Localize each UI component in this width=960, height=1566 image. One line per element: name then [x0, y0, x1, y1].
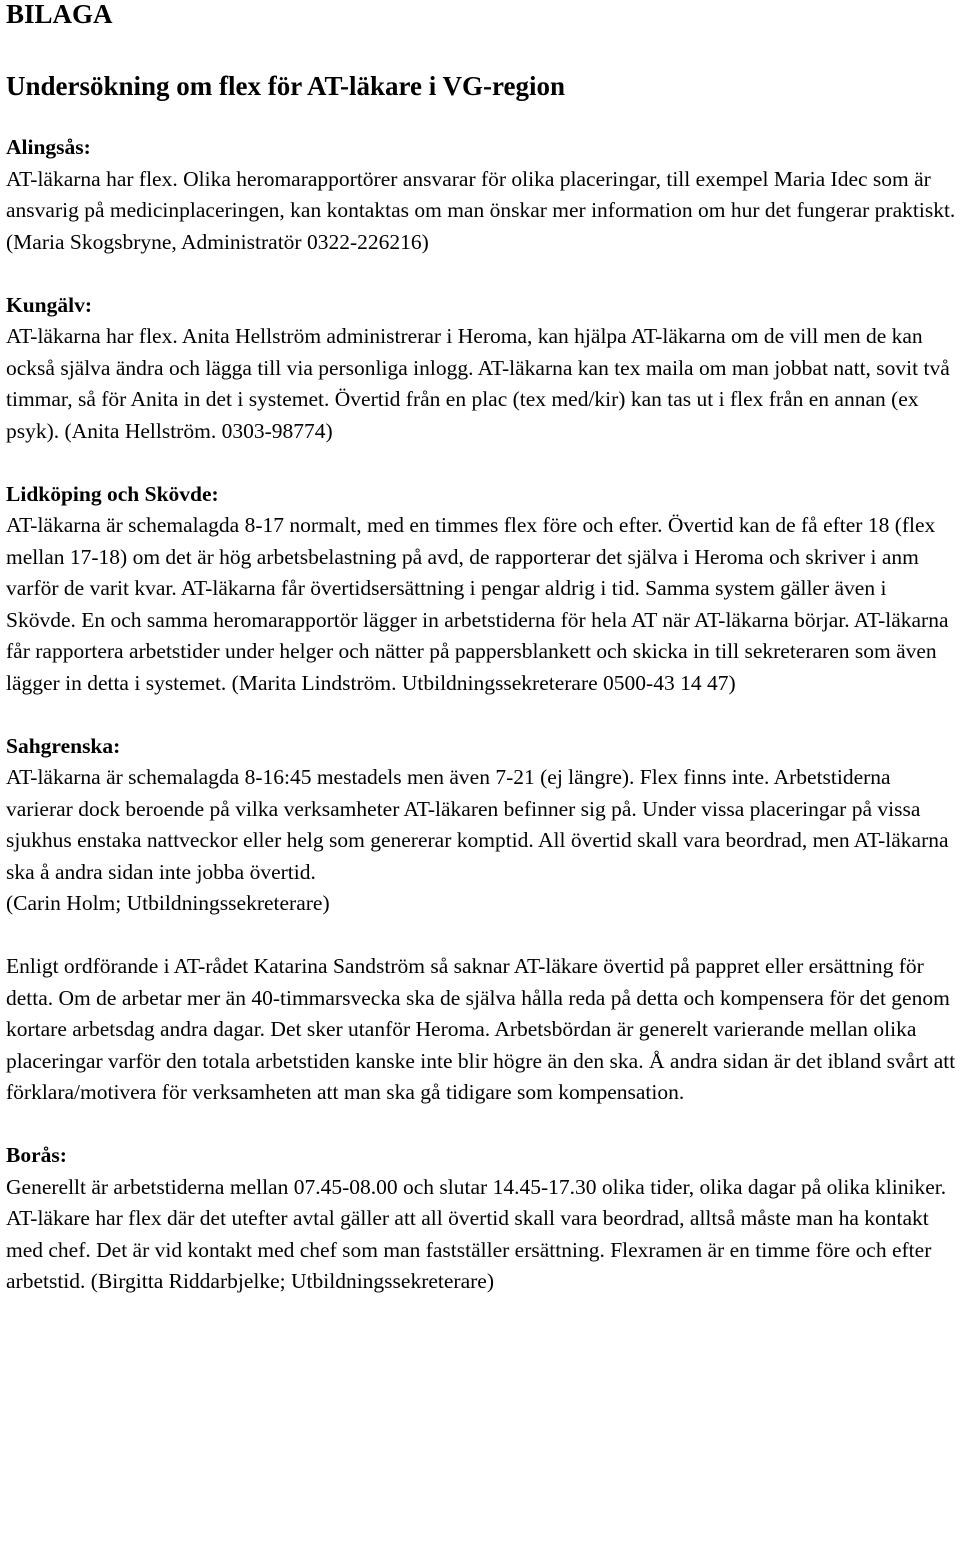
section-text-kungalv: AT-läkarna har flex. Anita Hellström administrerar i Heroma, kan hjälpa AT-läkarna om de vill men de kan också själva ändra och lägga till via personliga inlogg. AT-läkarna kan tex maila om man jobbat natt, sovit två timmar, så för Anita in det i systemet. Övertid från en plac (tex med/kir) kan tas ut i flex från en annan (ex psyk). (Anita Hellström. 0303-98774) [6, 324, 950, 443]
section-text-sahlgrenska: AT-läkarna är schemalagda 8-16:45 mestadels men även 7-21 (ej längre). Flex finns inte. Arbetstiderna varierar dock beroende på vilka verksamheter AT-läkaren befinner sig på. Under vissa placeringar på vissa sjukhus enstaka nattveckor eller helg som genererar komptid. All övertid skall vara beordrad, men AT-läkarna ska å andra sidan inte jobba övertid. [6, 765, 949, 884]
section-boras [6, 1140, 956, 1298]
document-label: BILAGA [6, 0, 113, 29]
section-sahlgrenska [6, 731, 956, 920]
section-lidkoping-skovde [6, 479, 956, 700]
document-page [6, 0, 956, 1298]
section-kungalv [6, 290, 956, 448]
section-alingsas [6, 132, 956, 258]
document-title: Undersökning om flex för AT-läkare i VG-region [6, 71, 566, 101]
contact-alingsas: (Maria Skogsbryne, Administratör 0322-226216) [6, 229, 429, 254]
section-at-radet [6, 951, 956, 1109]
section-heading-boras: Borås: [6, 1143, 67, 1167]
section-heading-alingsas: Alingsås: [6, 135, 91, 159]
section-text-lidkoping-skovde: AT-läkarna är schemalagda 8-17 normalt, med en timmes flex före och efter. Övertid kan de få efter 18 (flex mellan 17-18) om det är hög arbetsbelastning på avd, de rapporterar det själva i Heroma och skriver i anm varför de varit kvar. AT-läkarna får övertidsersättning i pengar aldrig i tid. Samma system gäller även i Skövde. En och samma heromarapportör lägger in arbetstiderna för hela AT när AT-läkarna börjar. AT-läkarna får rapportera arbetstider under helger och nätter på pappersblankett och skicka in till sekreteraren som även lägger in detta i systemet. (Marita Lindström. Utbildningssekreterare 0500-43 14 47) [6, 513, 949, 695]
section-heading-sahlgrenska: Sahgrenska: [6, 733, 121, 758]
section-heading-lidkoping-skovde: Lidköping och Skövde: [6, 481, 219, 506]
section-text-boras: Generellt är arbetstiderna mellan 07.45-08.00 och slutar 14.45-17.30 olika tider, olika dagar på olika kliniker. AT-läkare har flex där det utefter avtal gäller att all övertid skall vara beordrad, alltså måste man ha kontakt med chef. Det är vid kontakt med chef som man fastställer ersättning. Flexramen är en timme före och efter arbetstid. (Birgitta Riddarbjelke; Utbildningssekreterare) [6, 1174, 947, 1293]
contact-sahlgrenska: (Carin Holm; Utbildningssekreterare) [6, 891, 330, 915]
section-text-at-radet: Enligt ordförande i AT-rådet Katarina Sandström så saknar AT-läkare övertid på pappret eller ersättning för detta. Om de arbetar mer än 40-timmarsvecka ska de själva hålla reda på detta och kompensera för det genom kortare arbetsdag andra dagar. Det sker utanför Heroma. Arbetsbördan är generelt varierande mellan olika placeringar varför den totala arbetstiden kanske inte blir högre än den ska. Å andra sidan är det ibland svårt att förklara/motivera för verksamheten att man ska gå tidigare som kompensation. [6, 954, 956, 1104]
section-heading-kungalv: Kungälv: [6, 292, 93, 317]
section-text-alingsas: AT-läkarna har flex. Olika heromarapportörer ansvarar för olika placeringar, till exempel Maria Idec som är ansvarig på medicinplaceringen, kan kontaktas om man önskar mer information om hur det fungerar praktiskt. [6, 166, 956, 222]
